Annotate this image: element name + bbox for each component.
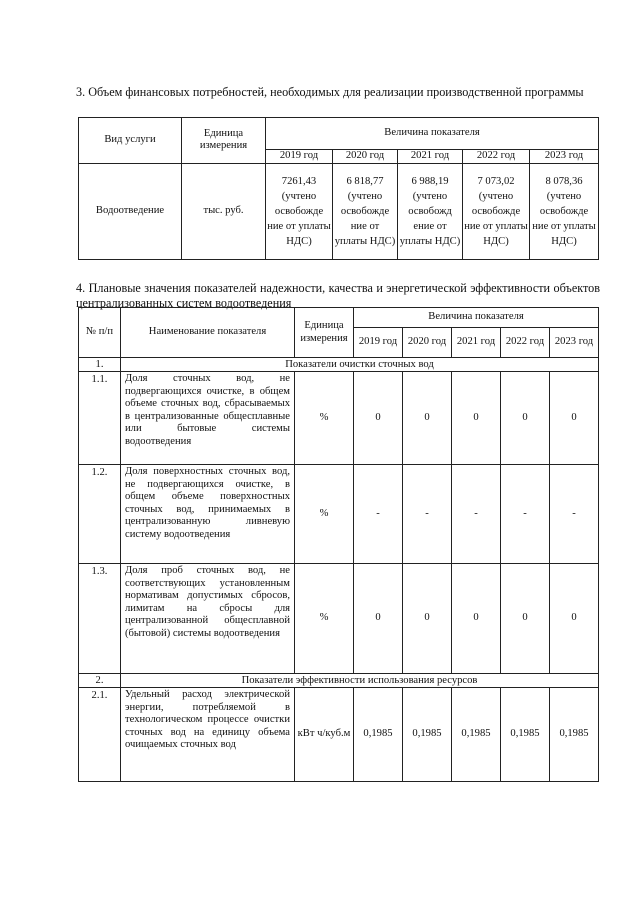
col-unit-header: Единица измерения <box>182 118 266 164</box>
indicators-table <box>78 307 599 782</box>
value-cell: 0 <box>452 564 501 674</box>
value-cell: 0,1985 <box>452 688 501 782</box>
indicator-name: Доля сточных вод, не подвергающихся очистке, в общем объеме сточных вод, сбрасываемых в централизованные общесплавные или бытовые системы водоотведения <box>121 372 295 465</box>
group-number: 1. <box>79 358 121 372</box>
year-header: 2020 год <box>403 328 452 358</box>
indicator-name: Доля поверхностных сточных вод, не подвергающихся очистке, в общем объеме поверхностных сточных вод, принимаемых в централизованную ливневую систему водоотведения <box>121 465 295 564</box>
year-header: 2021 год <box>398 150 463 164</box>
value-cell: - <box>403 465 452 564</box>
row-number: 1.2. <box>79 465 121 564</box>
indicator-name: Доля проб сточных вод, не соответствующих установленным нормативам допустимых сбросов, лимитам на сбросы для централизованной общесплавной (бытовой) системы водоотведения <box>121 564 295 674</box>
col-value-header: Величина показателя <box>354 308 599 328</box>
year-header: 2022 год <box>501 328 550 358</box>
section-3-heading: 3. Объем финансовых потребностей, необходимых для реализации производственной программы <box>76 85 584 100</box>
unit-cell: % <box>295 564 354 674</box>
group-title: Показатели очистки сточных вод <box>121 358 599 372</box>
unit-cell: тыс. руб. <box>182 163 266 259</box>
col-unit-header: Единица измерения <box>295 308 354 358</box>
value-cell: 0 <box>452 372 501 465</box>
value-cell: 0,1985 <box>354 688 403 782</box>
col-service-header: Вид услуги <box>79 118 182 164</box>
value-cell: 0 <box>354 564 403 674</box>
value-cell: 0 <box>501 564 550 674</box>
col-name-header: Наименование показателя <box>121 308 295 358</box>
table-row <box>79 688 599 782</box>
unit-cell: кВт ч/куб.м <box>295 688 354 782</box>
value-cell: - <box>550 465 599 564</box>
group-title: Показатели эффективности использования ресурсов <box>121 674 599 688</box>
value-cell: 0 <box>403 564 452 674</box>
year-header: 2022 год <box>463 150 530 164</box>
value-cell: 0 <box>354 372 403 465</box>
value-cell: 7 073,02 (учтено освобожде ние от уплаты НДС) <box>463 163 530 259</box>
value-cell: 0 <box>550 372 599 465</box>
value-cell: 0 <box>403 372 452 465</box>
value-cell: 6 818,77 (учтено освобожде ние от уплаты НДС) <box>333 163 398 259</box>
unit-cell: % <box>295 465 354 564</box>
value-cell: 0,1985 <box>403 688 452 782</box>
year-header: 2020 год <box>333 150 398 164</box>
unit-cell: % <box>295 372 354 465</box>
value-cell: - <box>452 465 501 564</box>
value-cell: 0,1985 <box>550 688 599 782</box>
value-cell: 8 078,36 (учтено освобожде ние от уплаты НДС) <box>530 163 599 259</box>
table-row <box>79 163 599 259</box>
value-cell: 0,1985 <box>501 688 550 782</box>
row-number: 1.1. <box>79 372 121 465</box>
year-header: 2023 год <box>550 328 599 358</box>
indicator-name: Удельный расход электрической энергии, потребляемой в технологическом процессе очистки сточных вод на единицу объема очищаемых сточных вод <box>121 688 295 782</box>
table-row <box>79 564 599 674</box>
table-row <box>79 465 599 564</box>
value-cell: 6 988,19 (учтено освобожд ение от уплаты НДС) <box>398 163 463 259</box>
value-cell: - <box>501 465 550 564</box>
row-number: 1.3. <box>79 564 121 674</box>
row-number: 2.1. <box>79 688 121 782</box>
value-cell: 0 <box>501 372 550 465</box>
col-no-header: № п/п <box>79 308 121 358</box>
financial-needs-table <box>78 117 599 260</box>
value-cell: 0 <box>550 564 599 674</box>
service-name: Водоотведение <box>79 163 182 259</box>
section-4-heading: 4. Плановые значения показателей надежности, качества и энергетической эффективности объектов централизованных систем водоотведения <box>76 281 600 311</box>
year-header: 2023 год <box>530 150 599 164</box>
year-header: 2019 год <box>266 150 333 164</box>
year-header: 2021 год <box>452 328 501 358</box>
group-row <box>79 674 599 688</box>
group-number: 2. <box>79 674 121 688</box>
table-row <box>79 372 599 465</box>
col-value-header: Величина показателя <box>266 118 599 150</box>
year-header: 2019 год <box>354 328 403 358</box>
value-cell: 7261,43 (учтено освобожде ние от уплаты НДС) <box>266 163 333 259</box>
value-cell: - <box>354 465 403 564</box>
group-row <box>79 358 599 372</box>
